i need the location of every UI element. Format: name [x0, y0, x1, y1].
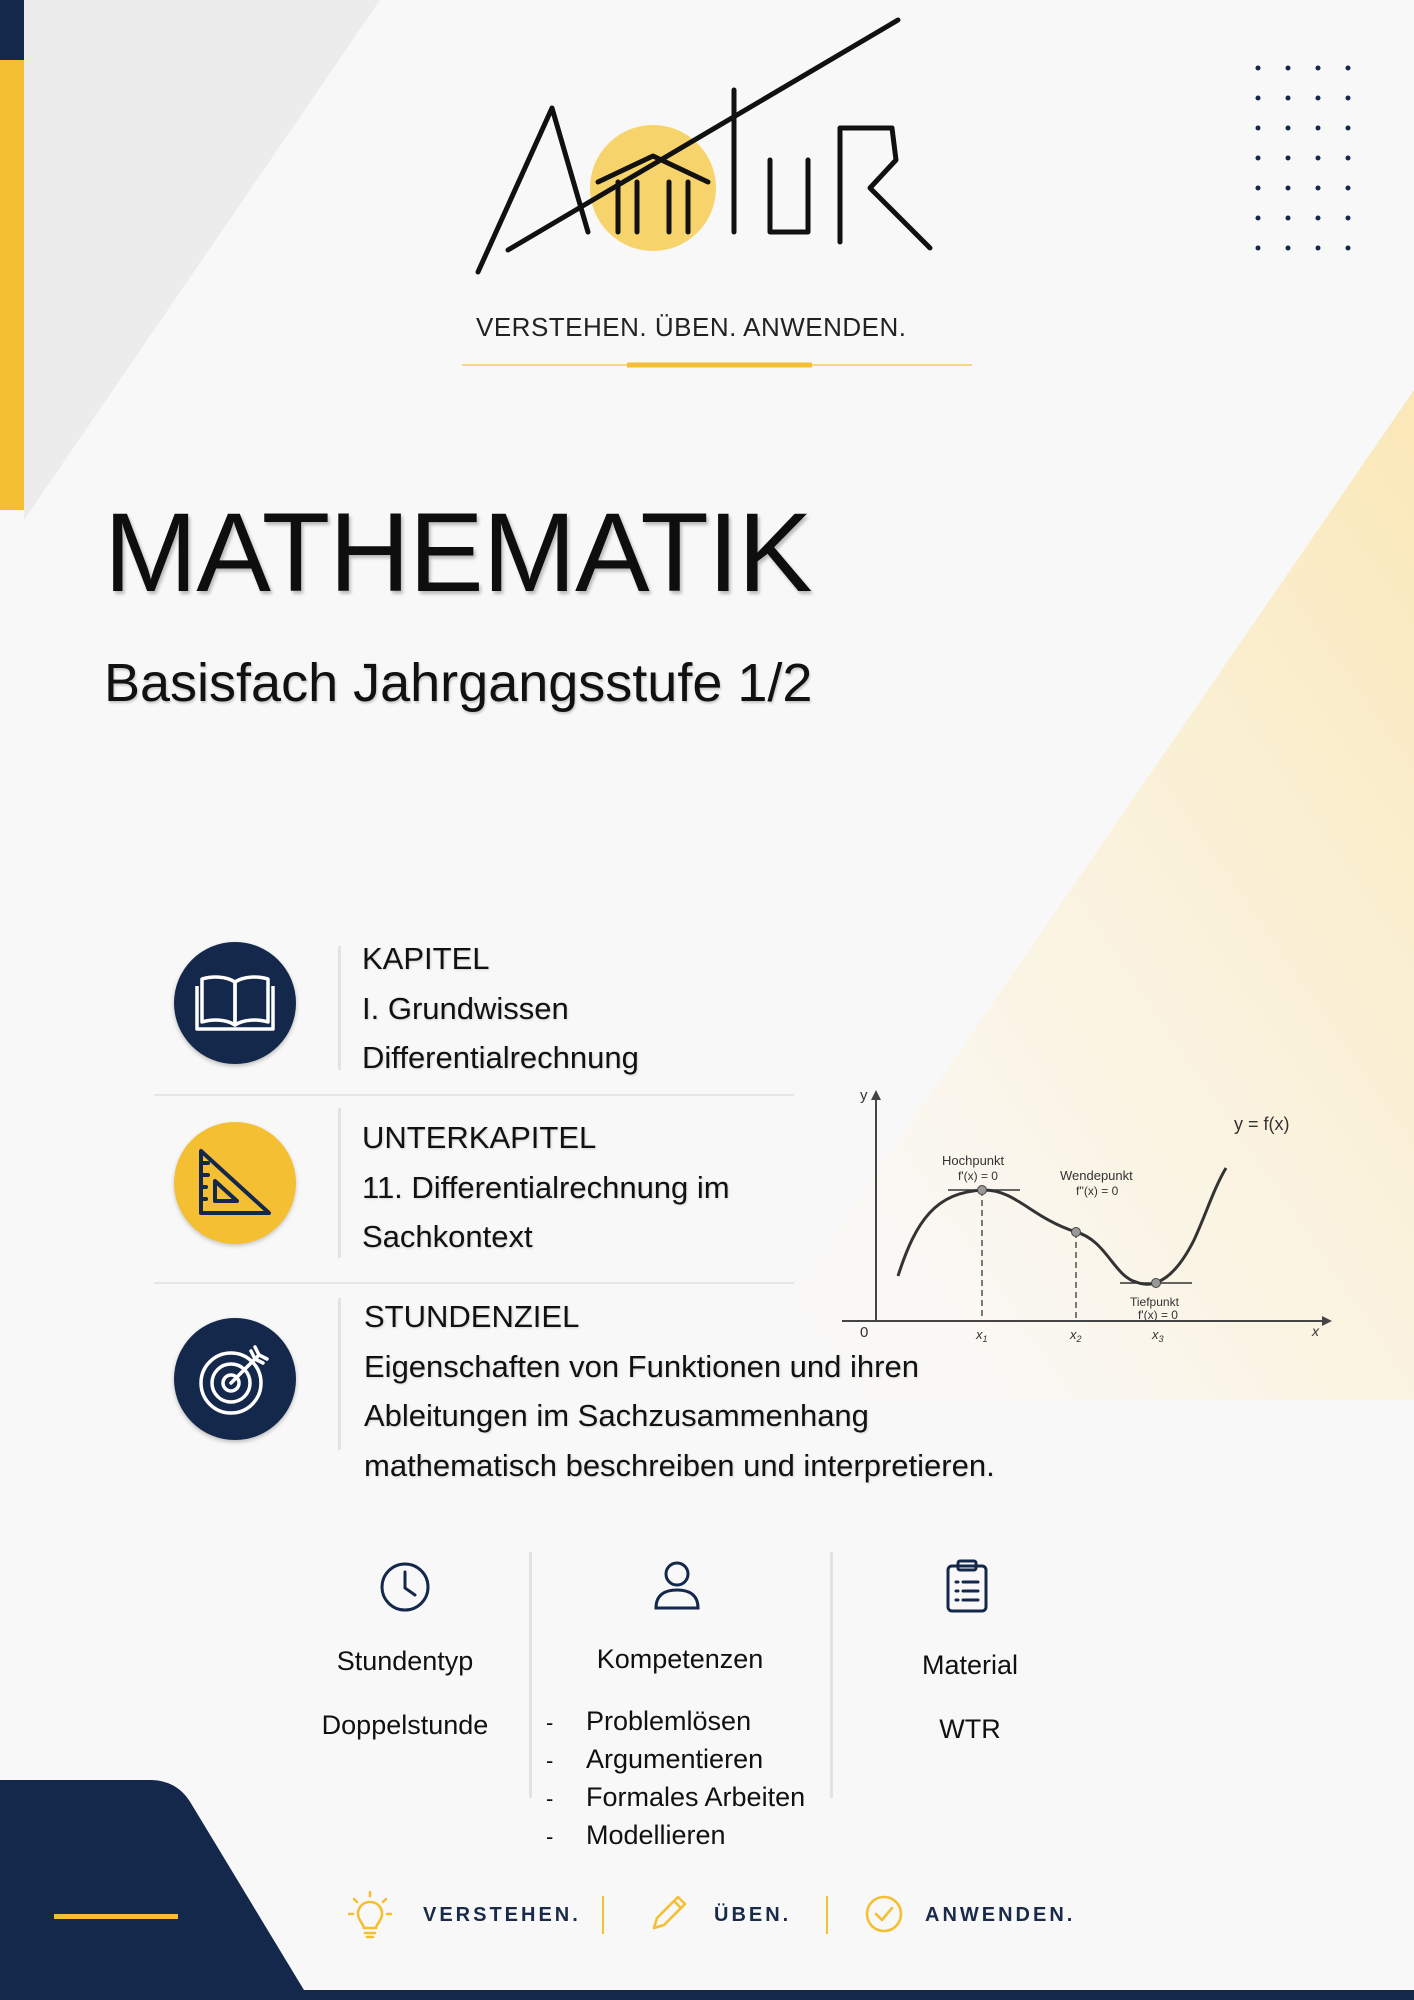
person-icon	[652, 1558, 702, 1612]
kompetenz-item: Modellieren	[586, 1820, 726, 1850]
set-square-icon	[195, 1147, 275, 1219]
kompetenz-item: Problemlösen	[586, 1706, 752, 1736]
kapitel-line-1: I. Grundwissen	[362, 990, 569, 1026]
unterkapitel-circle	[174, 1122, 296, 1244]
stundenziel-line-2: Ableitungen im Sachzusammenhang	[364, 1398, 869, 1433]
x-axis-label: x	[1312, 1323, 1319, 1339]
details-divider-2	[830, 1552, 833, 1798]
page-subtitle: Basisfach Jahrgangsstufe 1/2	[104, 653, 813, 713]
function-label: y = f(x)	[1234, 1114, 1290, 1134]
wendepunkt-label: Wendepunkt	[1060, 1168, 1133, 1183]
hochpunkt-label: Hochpunkt	[942, 1153, 1005, 1168]
kapitel-line-2: Differentialrechnung	[362, 1040, 639, 1075]
origin-label: 0	[860, 1324, 869, 1341]
material-title: Material	[921, 1650, 1019, 1680]
kapitel-divider	[338, 946, 341, 1070]
footer-ueben: ÜBEN.	[714, 1904, 792, 1926]
stundenziel-divider	[338, 1298, 341, 1450]
footer-anwenden: ANWENDEN.	[925, 1904, 1076, 1926]
stundenziel-line-1: Eigenschaften von Funktionen und ihren	[364, 1348, 919, 1384]
stundenziel-label: STUNDENZIEL	[364, 1299, 580, 1334]
clock-icon	[378, 1560, 432, 1614]
footer-divider-2	[826, 1896, 828, 1934]
unterkapitel-label: UNTERKAPITEL	[362, 1120, 597, 1155]
y-axis-label: y	[860, 1087, 868, 1104]
function-curve	[898, 1168, 1226, 1284]
material-value: WTR	[939, 1714, 1001, 1744]
pencil-icon	[648, 1892, 690, 1934]
dash-1: -	[546, 1710, 554, 1735]
section-divider-1	[154, 1094, 794, 1096]
kapitel-block	[362, 934, 639, 1083]
page-title: MATHEMATIK	[104, 490, 812, 615]
kapitel-circle	[174, 942, 296, 1064]
dash-3: -	[546, 1786, 554, 1811]
details-divider-1	[529, 1552, 532, 1798]
stundentyp-value: Doppelstunde	[321, 1710, 489, 1740]
x2-label: $x_2$	[1070, 1327, 1082, 1344]
tiefpunkt-label: Tiefpunkt	[1130, 1295, 1179, 1309]
dot-grid	[1250, 60, 1360, 260]
tiefpunkt-condition: f'(x) = 0	[1138, 1308, 1178, 1322]
section-divider-2	[154, 1282, 794, 1284]
footer-verstehen: VERSTEHEN.	[423, 1904, 581, 1926]
book-icon	[194, 972, 276, 1034]
dash-4: -	[546, 1824, 554, 1849]
kompetenzen-title: Kompetenzen	[596, 1644, 764, 1674]
check-circle-icon	[864, 1894, 904, 1934]
kapitel-label: KAPITEL	[362, 941, 490, 976]
hochpunkt-condition: f'(x) = 0	[958, 1169, 998, 1183]
x1-label: $x_1$	[976, 1327, 988, 1344]
clipboard-icon	[944, 1558, 990, 1614]
unterkapitel-line-2: Sachkontext	[362, 1219, 533, 1254]
unterkapitel-line-1: 11. Differentialrechnung im	[362, 1169, 730, 1205]
function-graph	[836, 1080, 1336, 1350]
stundenziel-line-3: mathematisch beschreiben und interpretieren.	[364, 1447, 995, 1483]
kompetenz-item: Argumentieren	[586, 1744, 764, 1774]
stundentyp-title: Stundentyp	[336, 1646, 474, 1676]
dash-2: -	[546, 1748, 554, 1773]
tagline-underline	[462, 362, 972, 370]
unterkapitel-divider	[338, 1108, 341, 1258]
x3-label: $x_3$	[1152, 1327, 1164, 1344]
amur-logo	[460, 10, 960, 280]
unterkapitel-block	[362, 1113, 730, 1262]
target-icon	[193, 1337, 277, 1421]
lightbulb-icon	[348, 1890, 392, 1940]
footer-divider-1	[602, 1896, 604, 1934]
kompetenz-item: Formales Arbeiten	[586, 1782, 806, 1812]
logo-tagline: VERSTEHEN. ÜBEN. ANWENDEN.	[476, 312, 907, 342]
wendepunkt-condition: f''(x) = 0	[1076, 1184, 1119, 1198]
stundenziel-circle	[174, 1318, 296, 1440]
